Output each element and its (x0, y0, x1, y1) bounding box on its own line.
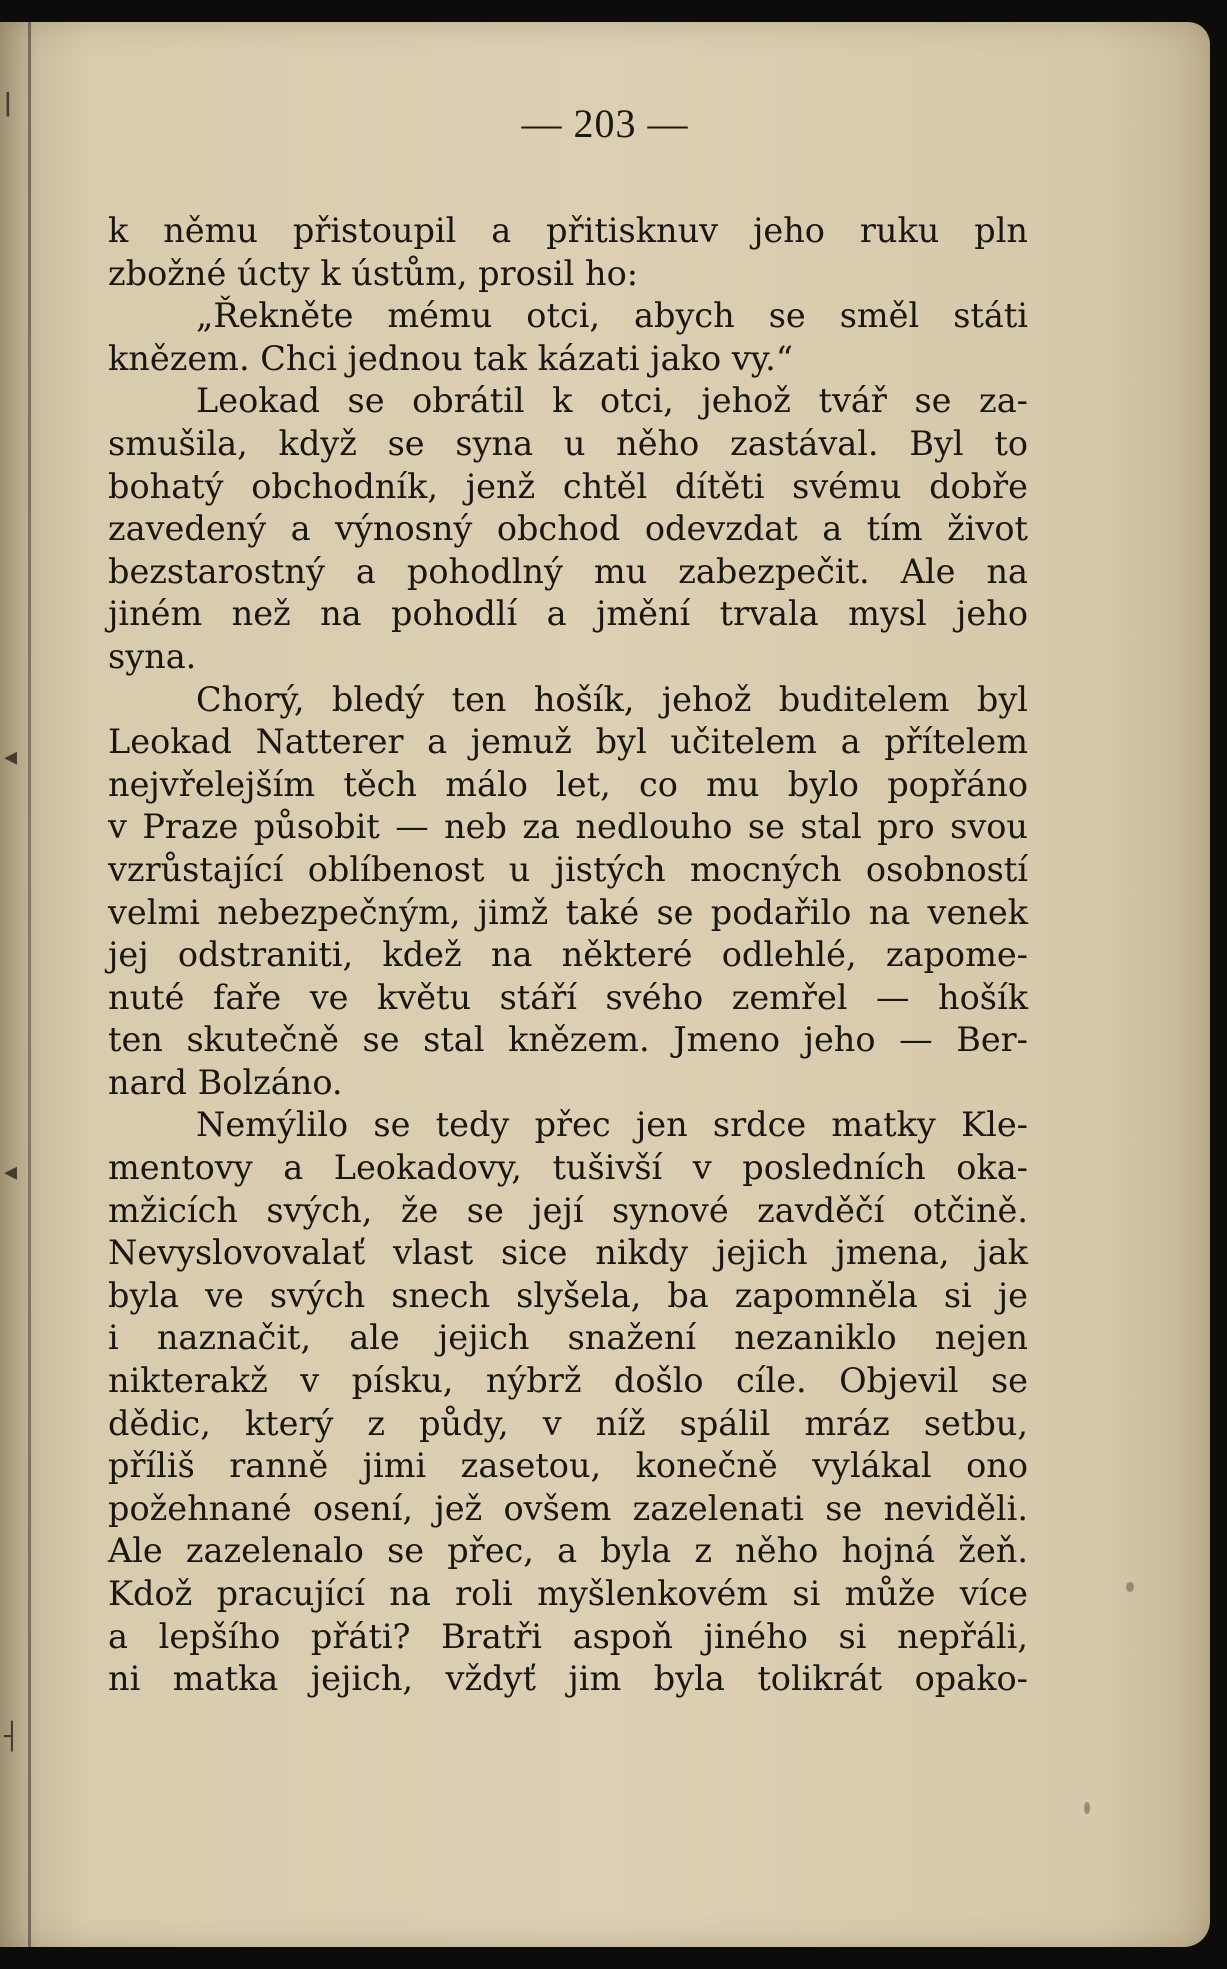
text-line: i naznačit, ale jejich snažení nezaniklo nejen (108, 1318, 1028, 1358)
text-line: jiném než na pohodlí a jmění trvala mysl jeho (108, 594, 1028, 634)
margin-mark-icon: ǀ (4, 88, 12, 118)
text-line: nejvřelejším těch málo let, co mu bylo popřáno (108, 764, 1028, 804)
text-line: Nemýlilo se tedy přec jen srdce matky Kle- (196, 1105, 1028, 1145)
text-line: a lepšího přáti? Bratři aspoň jiného si nepřáli, (108, 1616, 1028, 1656)
margin-mark-icon: ┤ (4, 1722, 20, 1752)
margin-mark-icon: ◂ (4, 1157, 18, 1187)
page-number: — 203 — (521, 101, 689, 146)
text-line: smušila, když se syna u něho zastával. Byl to (108, 423, 1028, 463)
text-line: dědic, který z půdy, v níž spálil mráz setbu, (108, 1403, 1028, 1443)
page-gutter (28, 22, 31, 1947)
text-line: mentovy a Leokadovy, tušivší v posledních oka- (108, 1148, 1028, 1188)
text-line: zbožné úcty k ústům, prosil ho: (108, 253, 639, 293)
body-text (108, 210, 1028, 1701)
text-line: zavedený a výnosný obchod odevzdat a tím život (108, 509, 1028, 549)
text-line: bohatý obchodník, jenž chtěl dítěti svému dobře (108, 466, 1028, 506)
text-line: Kdož pracující na roli myšlenkovém si může více (108, 1574, 1028, 1613)
text-line: syna. (108, 636, 197, 676)
text-line: byla ve svých snech slyšela, ba zapomněla si je (108, 1275, 1028, 1315)
text-line: jej odstraniti, kdež na některé odlehlé, zapome- (108, 935, 1028, 975)
text-line: Leokad se obrátil k otci, jehož tvář se za- (196, 381, 1028, 421)
text-line: nard Bolzáno. (108, 1062, 343, 1102)
book-page (0, 22, 1210, 1947)
text-line: Chorý, bledý ten hošík, jehož buditelem byl (196, 679, 1028, 719)
text-line: velmi nebezpečným, jimž také se podařilo na venek (108, 892, 1028, 932)
text-line: požehnané osení, jež ovšem zazelenati se neviděli. (108, 1488, 1028, 1528)
text-line: nuté faře ve květu stáří svého zemřel — hošík (108, 977, 1028, 1017)
text-line: v Praze působit — neb za nedlouho se stal pro svou (108, 807, 1028, 847)
margin-mark-icon: ◂ (4, 742, 18, 772)
text-line: ni matka jejich, vždyť jim byla tolikrát opako- (108, 1659, 1028, 1699)
text-line: knězem. Chci jednou tak kázati jako vy.“ (108, 338, 793, 378)
text-line: Ale zazelenalo se přec, a byla z něho hojná žeň. (108, 1531, 1028, 1571)
text-line: příliš ranně jimi zasetou, konečně vylákal ono (108, 1446, 1028, 1486)
text-line: bezstarostný a pohodlný mu zabezpečit. Ale na (108, 551, 1028, 591)
text-line: Leokad Natterer a jemuž byl učitelem a přítelem (108, 722, 1028, 762)
text-line: nikterakž v písku, nýbrž došlo cíle. Objevil se (108, 1361, 1028, 1401)
text-line: ten skutečně se stal knězem. Jmeno jeho — Ber- (108, 1020, 1028, 1060)
text-line: „Řekněte mému otci, abych se směl státi (196, 296, 1028, 336)
paper-speck (1126, 1582, 1134, 1592)
text-line: Nevyslovovalať vlast sice nikdy jejich jmena, jak (108, 1233, 1028, 1273)
text-line: k němu přistoupil a přitisknuv jeho ruku pln (108, 211, 1028, 250)
text-line: mžicích svých, že se její synové zavděčí otčině. (108, 1190, 1028, 1230)
text-line: vzrůstající oblíbenost u jistých mocných osobností (108, 849, 1028, 889)
paper-speck (1084, 1802, 1090, 1814)
